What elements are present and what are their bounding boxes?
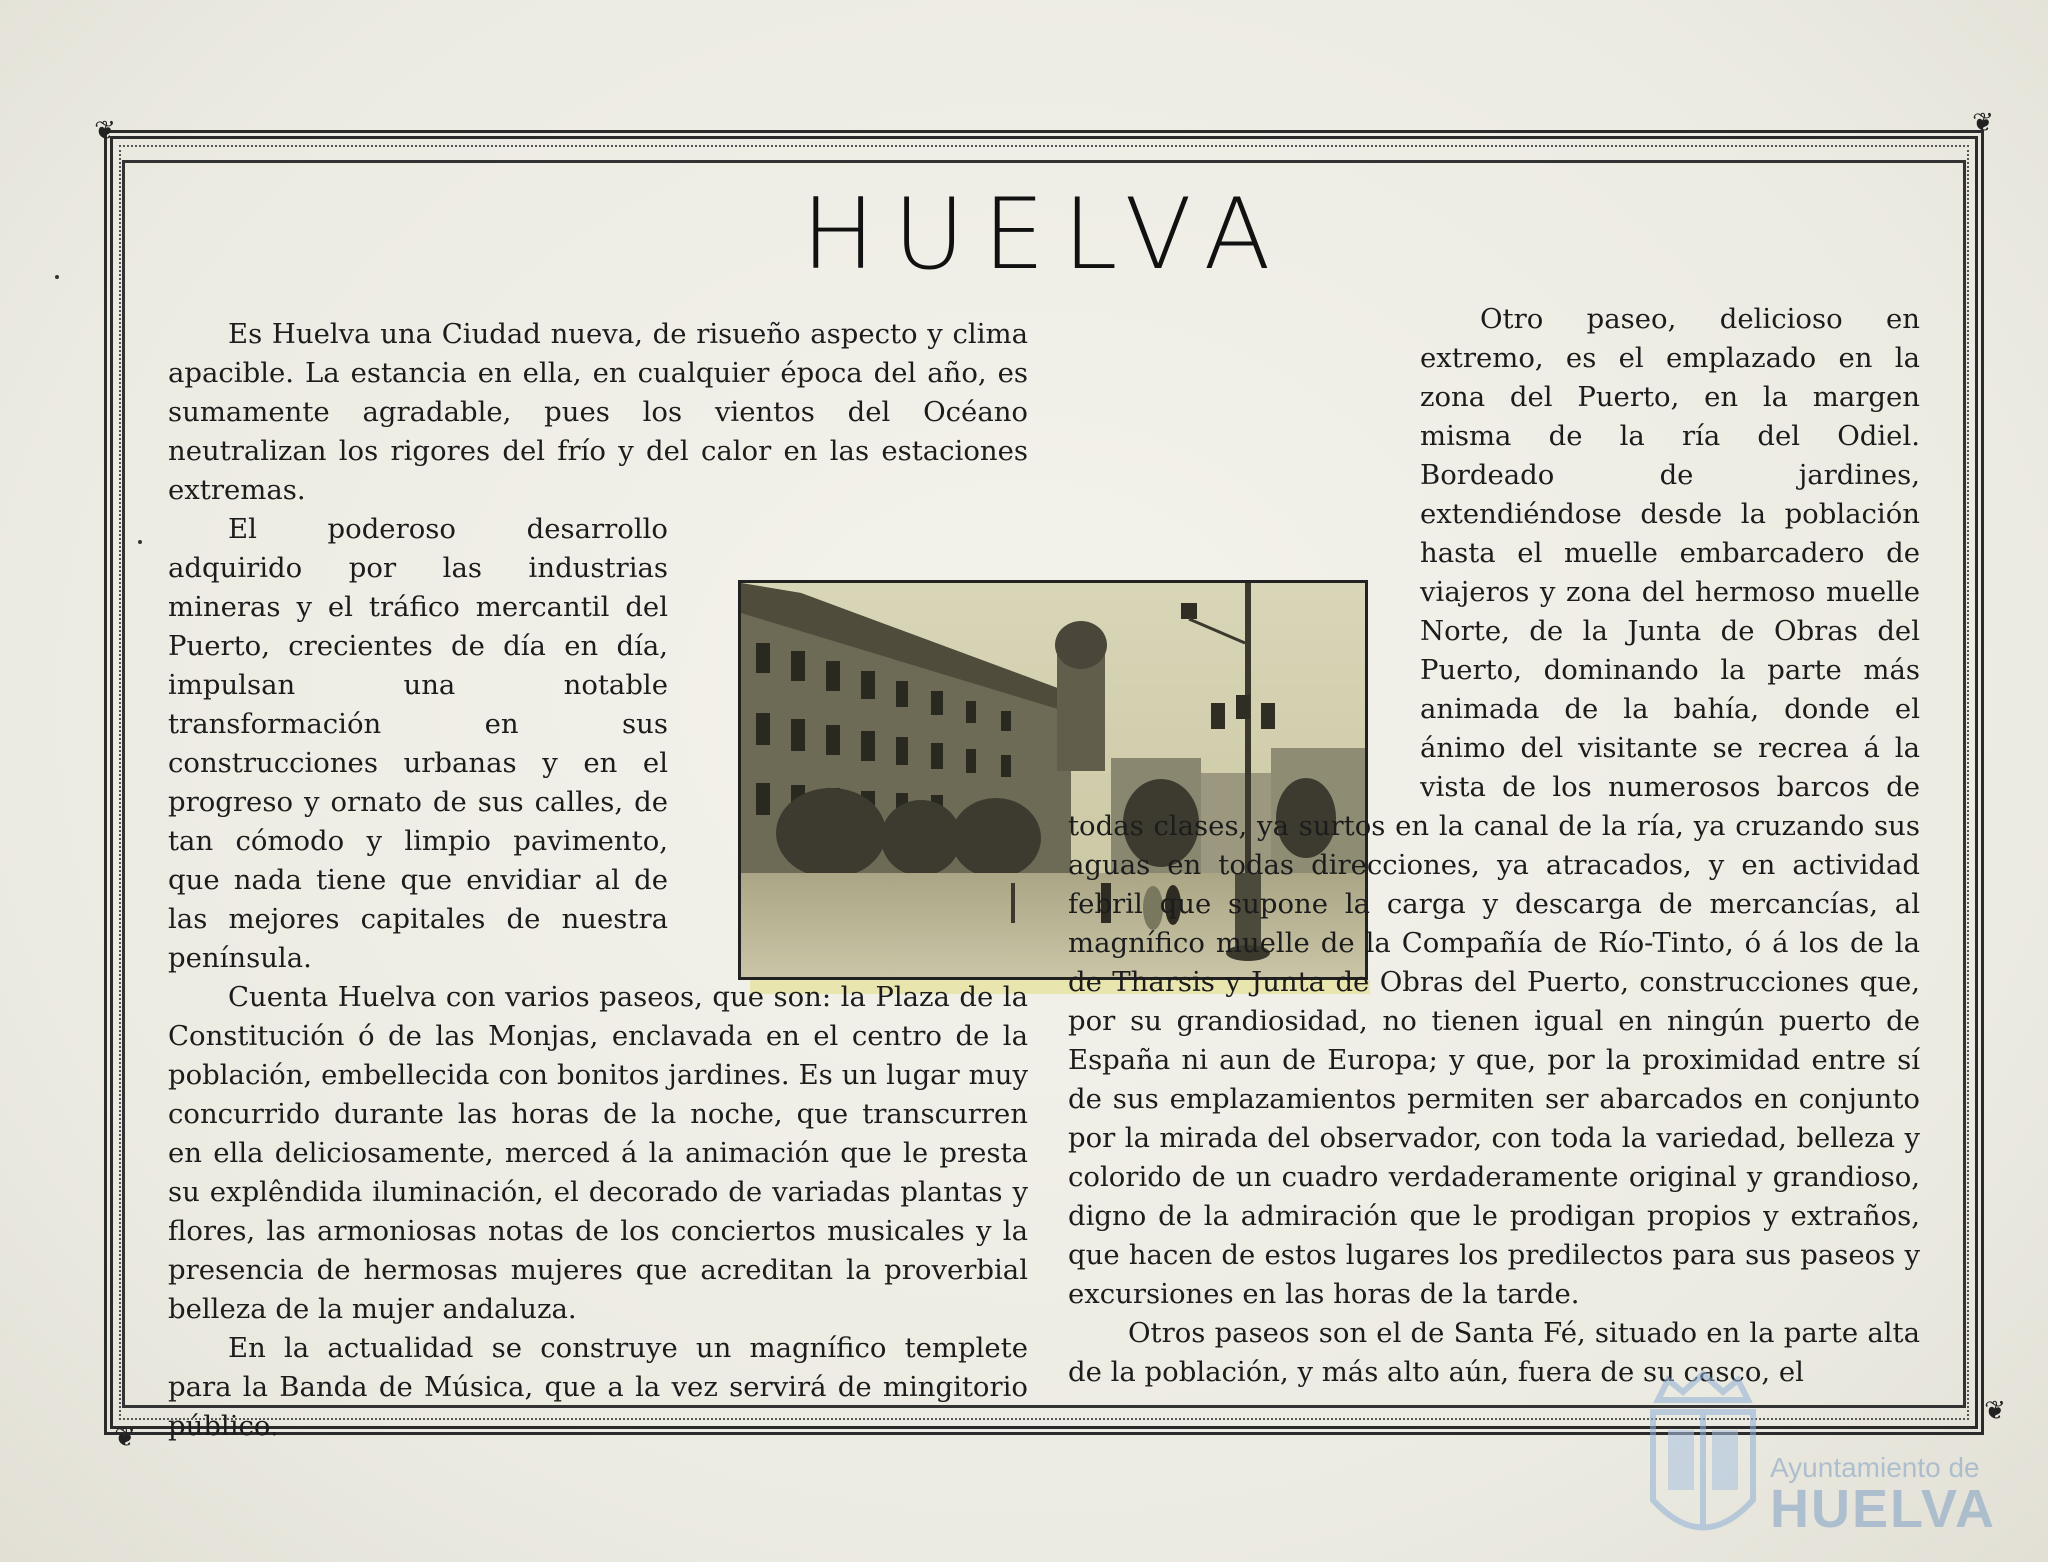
page-title: HUELVA — [801, 178, 1289, 292]
left-paragraph-3: Cuenta Huelva con varios paseos, que son: la Plaza de la Constitución ó de las Monjas, enclavada en el centro de la población, embellecida con bonitos jardines. Es un lugar muy concurrido durante las horas de la noche, que transcurren en ella deliciosamente, merced á la animación que le presta su explêndida iluminación, el decorado de variadas plantas y flores, las armoniosas notas de los conciertos musicales y la presencia de hermosas mujeres que acreditan la proverbial belleza de la mujer andaluza. — [168, 981, 1028, 1325]
ayuntamiento-watermark — [1630, 1360, 2030, 1560]
watermark-line-1: Ayuntamiento de — [1770, 1452, 1980, 1483]
corner-ornament-icon: ❦ — [1984, 1396, 2006, 1426]
corner-ornament-icon: ❦ — [1972, 108, 1994, 138]
photo-wrap-space — [688, 510, 1028, 955]
left-column-text — [168, 315, 1028, 1446]
paper-speck — [138, 540, 142, 544]
coat-of-arms-icon — [1638, 1360, 1768, 1560]
right-paragraph-1-text: Otro paseo, delicioso en extremo, es el emplazado en la zona del Puerto, en la margen misma de la ría del Odiel. Bordeado de jardines, extendiéndose desde la población hasta el muelle embarcadero de viajeros y zona del hermoso muelle Norte, de la Junta de Obras del Puerto, dominando la parte más animada de la bahía, donde el ánimo del visitante se recrea á la vista de los numerosos barcos de todas clases, ya surtos en la canal de la ría, ya cruzando sus aguas en todas direcciones, ya atracados, y en actividad febril que supone la carga y descarga de mercancías, al magnífico muelle de la Compañía de Río-Tinto, ó á los de la de Tharsis y Junta de Obras del Puerto, construcciones que, por su grandiosidad, no tienen igual en ningún puerto de España ni aun de Europa; y que, por la proximidad entre sí de sus emplazamientos permiten ser abarcados en conjunto por la mirada del observador, con toda la variedad, belleza y colorido de un cuadro verdaderamente original y grandioso, digno de la admiración que le prodigan propios y extraños, que hacen de estos lugares los predilectos para sus paseos y excursiones en las horas de la tarde. — [1068, 303, 1920, 1310]
corner-ornament-icon: ❦ — [114, 1423, 136, 1453]
watermark-line-2: HUELVA — [1770, 1479, 1996, 1539]
corner-ornament-icon: ❦ — [94, 116, 116, 146]
photo-wrap-space — [1068, 300, 1400, 780]
left-paragraph-1: Es Huelva una Ciudad nueva, de risueño aspecto y clima apacible. La estancia en ella, en cualquier época del año, es sumamente agradable, pues los vientos del Océano neutralizan los rigores del frío y del calor en las estaciones extremas. — [168, 318, 1028, 506]
left-paragraph-4: En la actualidad se construye un magnífico templete para la Banda de Música, que a la vez servirá de mingitorio público. — [168, 1332, 1028, 1442]
left-paragraph-2-text: El poderoso desarrollo adquirido por las industrias mineras y el tráfico mercantil del Puerto, crecientes de día en día, impulsan una notable transformación en sus construcciones urbanas y en el progreso y ornato de sus calles, de tan cómodo y limpio pavimento, que nada tiene que envidiar al de las mejores capitales de nuestra península. — [168, 513, 668, 974]
right-paragraph-2: Otros paseos son el de Santa Fé, situado en la parte alta de la población, y más alto aún, fuera de su casco, el — [1068, 1317, 1920, 1388]
right-paragraph-1 — [1068, 300, 1920, 1314]
left-paragraph-2 — [168, 510, 1028, 978]
right-column-text — [1068, 300, 1920, 1392]
